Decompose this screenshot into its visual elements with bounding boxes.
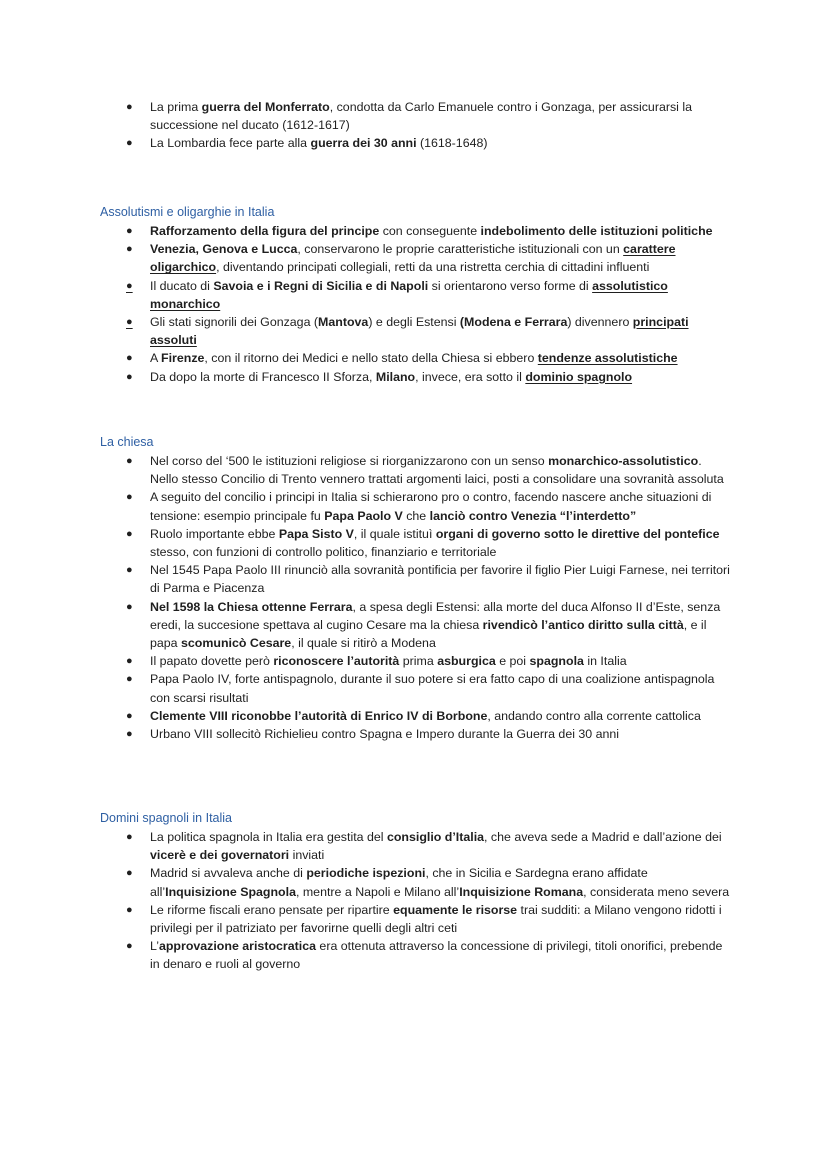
list-item	[0, 240, 828, 276]
text-run: , che in Sicilia e Sardegna erano affidate all’	[150, 866, 648, 899]
bullet-icon: ●	[126, 225, 133, 237]
text-run: , invece, era sotto il	[415, 369, 526, 384]
section-title-chiesa: La chiesa	[100, 435, 154, 449]
text-run: si orientarono verso forme di	[428, 278, 593, 293]
text-run: organi di governo sotto le direttive del pontefice	[435, 526, 720, 541]
text-run: Papa Paolo V	[324, 508, 403, 523]
list-item	[0, 313, 828, 349]
text-run: La prima	[150, 100, 202, 114]
text-run: spagnola	[529, 654, 584, 669]
list-item	[0, 652, 828, 670]
text-run: Gli stati signorili dei Gonzaga (	[150, 315, 319, 330]
text-run: , mentre a Napoli e Milano all’	[295, 884, 460, 899]
text-run: Milano	[375, 369, 416, 384]
text-run: assolutistico monarchico	[150, 278, 668, 311]
domini-spagnoli-list	[0, 828, 828, 974]
bullet-icon: ●	[126, 455, 133, 467]
text-run: con conseguente	[379, 224, 481, 238]
text-run: asburgica	[437, 654, 496, 669]
text-run: ) e degli Estensi	[368, 315, 460, 330]
bullet-icon: ●	[126, 137, 133, 150]
text-run: A	[150, 351, 162, 366]
text-run: lanciò contro Venezia “l’interdetto”	[429, 508, 637, 523]
assolutismi-list	[0, 222, 828, 386]
text-run: , il quale si ritirò a Modena	[291, 636, 436, 651]
section-title-domini-spagnoli: Domini spagnoli in Italia	[100, 811, 233, 825]
text-run: , diventando principati collegiali, retti da una ristretta cerchia di cittadini influenti	[216, 260, 650, 275]
text-run: consiglio d’Italia	[386, 830, 485, 844]
text-run: dominio spagnolo	[525, 369, 633, 384]
bullet-icon: ●	[126, 655, 133, 668]
text-run: L’	[150, 939, 159, 954]
text-run: Da dopo la morte di Francesco II Sforza,	[150, 369, 376, 384]
bullet-icon: ●	[126, 279, 133, 292]
text-run: . Nello stesso Concilio di Trento vennero trattati argomenti laici, posti a consolidare una sovranità assoluta	[150, 454, 724, 487]
text-run: in Italia	[583, 654, 627, 669]
bullet-icon: ●	[126, 709, 133, 722]
text-run: che	[402, 508, 430, 523]
list-item	[0, 488, 828, 524]
text-run: guerra dei 30 anni	[310, 136, 417, 151]
text-run: , a spesa degli Estensi: alla morte del duca Alfonso II d’Este, senza eredi, la succesione spettava al cugino Cesare ma la chiesa	[150, 599, 721, 632]
text-run: e poi	[495, 654, 530, 669]
bullet-icon: ●	[126, 940, 133, 953]
bullet-icon: ●	[126, 564, 133, 577]
bullet-icon: ●	[126, 352, 133, 365]
text-run: Ruolo importante ebbe	[150, 526, 279, 541]
text-run: La politica spagnola in Italia era gestita del	[150, 830, 387, 844]
text-run: Il papato dovette però	[150, 654, 274, 669]
list-item	[0, 134, 828, 152]
text-run: , condotta da Carlo Emanuele contro i Gonzaga, per assicurarsi la successione nel ducato (1612-1617)	[150, 100, 692, 133]
text-run: equamente le risorse	[393, 902, 518, 917]
text-run: era ottenuta attraverso la concessione di privilegi, titoli onorifici, prebende in denaro e ruoli al governo	[150, 939, 723, 972]
bullet-icon: ●	[126, 370, 133, 383]
text-run: , il quale istituì	[353, 526, 436, 541]
list-item	[0, 98, 828, 134]
section-title-assolutismi: Assolutismi e oligarghie in Italia	[100, 205, 275, 219]
intro-list	[0, 98, 828, 153]
text-run: Papa Paolo IV, forte antispagnolo, durante il suo potere si era fatto capo di una coalizione antispagnola con scarsi risultati	[150, 672, 715, 705]
bullet-icon: ●	[126, 728, 133, 741]
list-item	[0, 725, 828, 743]
text-run: prima	[399, 654, 438, 669]
text-run: Madrid si avvaleva anche di	[150, 866, 307, 881]
bullet-icon: ●	[126, 867, 133, 880]
text-run: Urbano VIII sollecitò Richielieu contro Spagna e Impero durante la Guerra dei 30 anni	[150, 727, 620, 742]
text-run: Nel 1545 Papa Paolo III rinunciò alla sovranità pontificia per favorire il figlio Pier Luigi Farnese, nei territori di Parma e Piacenza	[150, 563, 730, 596]
text-run: Mantova	[318, 315, 369, 330]
text-run: Firenze	[161, 351, 205, 366]
list-item	[0, 598, 828, 653]
bullet-icon: ●	[126, 527, 133, 540]
text-run: tendenze assolutistiche	[537, 351, 678, 366]
text-run: , considerata meno severa	[583, 884, 730, 899]
text-run: Le riforme fiscali erano pensate per ripartire	[150, 902, 394, 917]
bullet-icon: ●	[126, 316, 133, 329]
bullet-icon: ●	[126, 491, 133, 504]
list-item	[0, 368, 828, 386]
list-item	[0, 525, 828, 561]
text-run: Inquisizione Romana	[459, 884, 584, 899]
text-run: , conservarono le proprie caratteristiche istituzionali con un	[297, 242, 624, 257]
text-run: , con il ritorno dei Medici e nello stato della Chiesa si ebbero	[204, 351, 538, 366]
text-run: inviati	[289, 848, 325, 863]
list-item	[0, 864, 828, 900]
text-run: ) divennero	[567, 315, 633, 330]
text-run: periodiche ispezioni	[306, 866, 426, 881]
text-run: Savoia e i Regni di Sicilia e di Napoli	[213, 278, 429, 293]
text-run: , che aveva sede a Madrid e dall’azione dei	[484, 830, 722, 844]
text-run: , e il papa	[150, 617, 707, 651]
list-item	[0, 452, 828, 488]
list-item	[0, 828, 828, 864]
text-run: principati assoluti	[150, 315, 689, 348]
list-item	[0, 277, 828, 313]
list-item	[0, 222, 828, 240]
text-run: Papa Sisto V	[278, 526, 354, 541]
text-run: vicerè e dei governatori	[150, 848, 290, 863]
list-item	[0, 901, 828, 937]
list-item	[0, 561, 828, 597]
list-item	[0, 937, 828, 973]
text-run: scomunicò Cesare	[181, 636, 292, 651]
text-run: guerra del Monferrato	[201, 100, 330, 114]
text-run: riconoscere l’autorità	[273, 654, 400, 669]
text-run: Il ducato di	[150, 278, 214, 293]
text-run: Venezia, Genova e Lucca	[150, 242, 298, 257]
bullet-icon: ●	[126, 101, 133, 113]
text-run: A seguito del concilio i principi in Italia si schierarono pro o contro, facendo nascere anche situazioni di tensione: esempio principale fu	[150, 490, 712, 523]
list-item	[0, 670, 828, 706]
text-run: stesso, con funzioni di controllo politico, finanziario e territoriale	[150, 545, 497, 560]
list-item	[0, 707, 828, 725]
text-run: rivendicò l’antico diritto sulla città	[482, 617, 684, 632]
text-run: trai sudditi: a Milano vengono ridotti i privilegi per il patriziato per favorirne quelli degli altri ceti	[150, 902, 722, 936]
bullet-icon: ●	[126, 831, 133, 843]
chiesa-list	[0, 452, 828, 743]
text-run: Inquisizione Spagnola	[165, 884, 296, 899]
text-run: La Lombardia fece parte alla	[150, 136, 311, 151]
bullet-icon: ●	[126, 600, 133, 613]
text-run: indebolimento delle istituzioni politiche	[480, 224, 713, 238]
text-run: , andando contro alla corrente cattolica	[487, 708, 701, 723]
text-run: Clemente VIII riconobbe l’autorità di Enrico IV di Borbone	[150, 708, 488, 723]
text-run: (Modena e Ferrara	[459, 315, 568, 330]
bullet-icon: ●	[126, 243, 133, 256]
text-run: (1618-1648)	[416, 136, 488, 151]
text-run: carattere oligarchico	[150, 242, 676, 275]
text-run: approvazione aristocratica	[158, 939, 316, 954]
bullet-icon: ●	[126, 903, 133, 916]
text-run: Nel corso del ‘500 le istituzioni religiose si riorganizzarono con un senso	[150, 454, 549, 468]
text-run: Rafforzamento della figura del principe	[150, 224, 380, 238]
bullet-icon: ●	[126, 673, 133, 686]
list-item	[0, 349, 828, 367]
text-run: Nel 1598 la Chiesa ottenne Ferrara	[150, 599, 353, 614]
text-run: monarchico-assolutistico	[548, 454, 699, 468]
